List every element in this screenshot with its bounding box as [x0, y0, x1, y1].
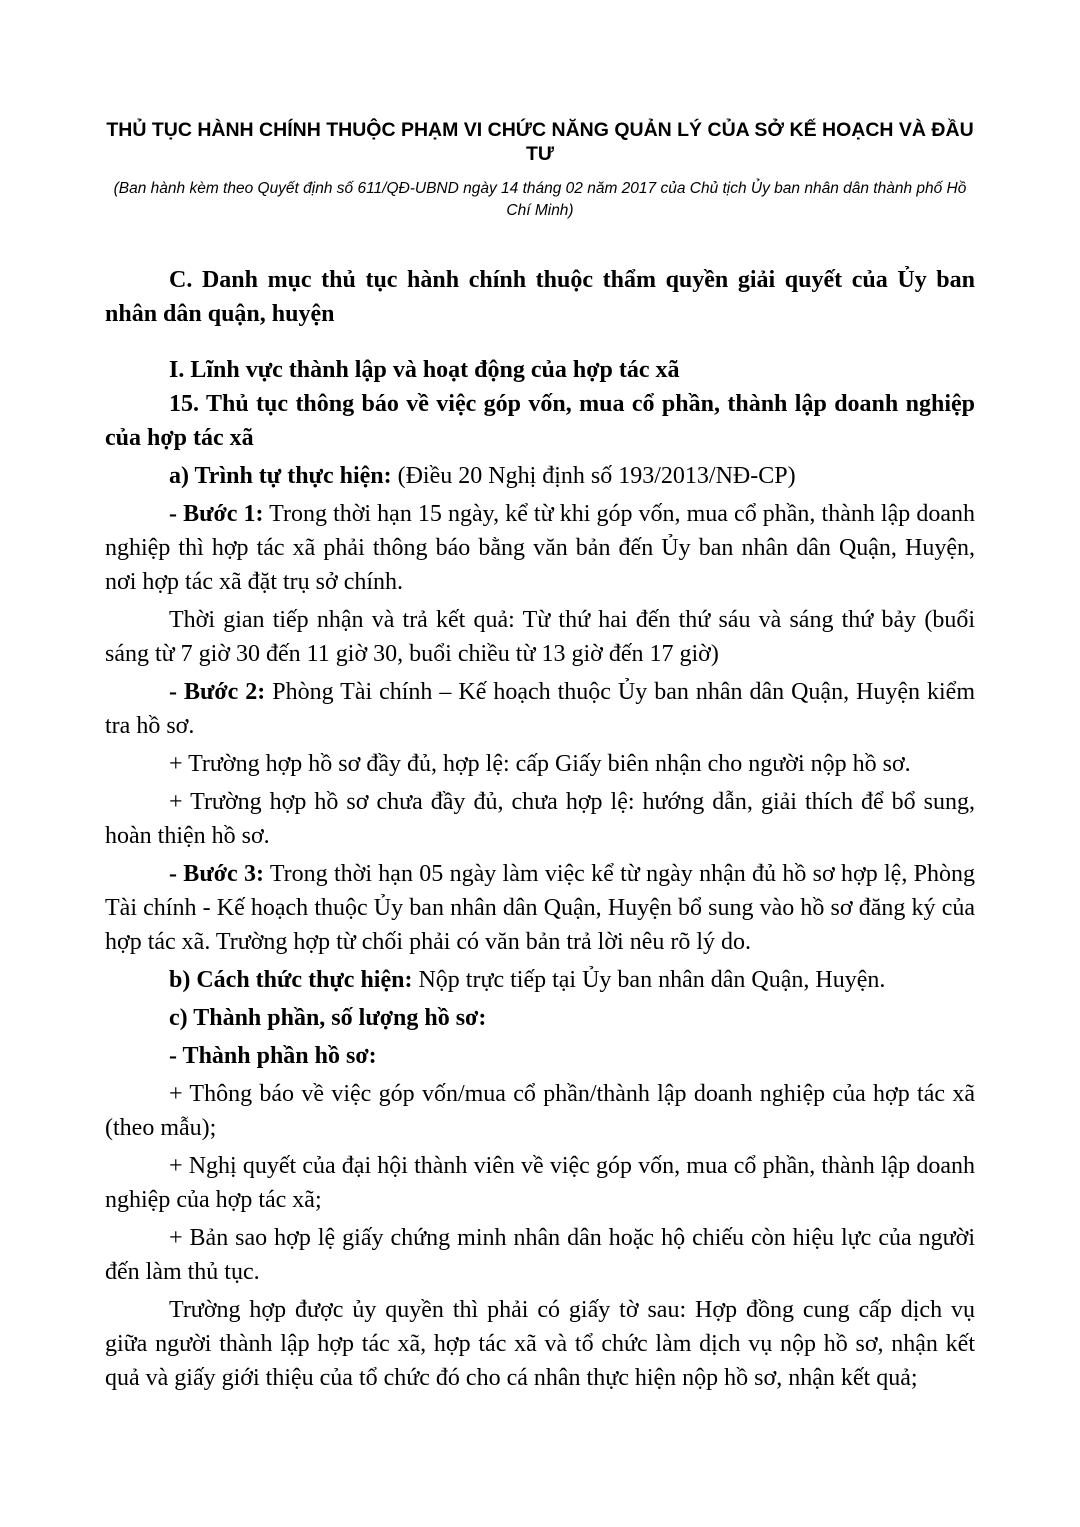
document-subtitle: (Ban hành kèm theo Quyết định số 611/QĐ-UBND ngày 14 tháng 02 năm 2017 của Chủ tịch Ủy ban nhân dân thành phố Hồ Chí Minh)	[113, 180, 967, 219]
paragraph-step3	[105, 857, 975, 959]
text-a: (Điều 20 Nghị định số 193/2013/NĐ-CP)	[391, 463, 796, 489]
label-b: b) Cách thức thực hiện:	[169, 967, 413, 993]
label-a: a) Trình tự thực hiện:	[169, 463, 392, 489]
document-body	[105, 353, 975, 1395]
text-step3: Trong thời hạn 05 ngày làm việc kể từ ngày nhận đủ hồ sơ hợp lệ, Phòng Tài chính - Kế hoạch thuộc Ủy ban nhân dân Quận, Huyện bổ sung vào hồ sơ đăng ký của hợp tác xã. Trường hợp từ chối phải có văn bản trả lời nêu rõ lý do.	[105, 861, 975, 955]
paragraph-case1: + Trường hợp hồ sơ đầy đủ, hợp lệ: cấp Giấy biên nhận cho người nộp hồ sơ.	[169, 751, 911, 777]
paragraph-time: Thời gian tiếp nhận và trả kết quả: Từ thứ hai đến thứ sáu và sáng thứ bảy (buổi sáng từ 7 giờ 30 đến 11 giờ 30, buổi chiều từ 13 giờ đến 17 giờ)	[105, 607, 975, 667]
paragraph-case2: + Trường hợp hồ sơ chưa đầy đủ, chưa hợp lệ: hướng dẫn, giải thích để bổ sung, hoàn thiện hồ sơ.	[105, 789, 975, 849]
paragraph-c: c) Thành phần, số lượng hồ sơ:	[169, 1005, 487, 1031]
paragraph-doc1: + Thông báo về việc góp vốn/mua cổ phần/thành lập doanh nghiệp của hợp tác xã (theo mẫu);	[105, 1081, 975, 1141]
paragraph-components: - Thành phần hồ sơ:	[169, 1043, 377, 1069]
label-step3: - Bước 3:	[169, 861, 264, 887]
paragraph-authorized: Trường hợp được ủy quyền thì phải có giấy tờ sau: Hợp đồng cung cấp dịch vụ giữa người thành lập hợp tác xã, hợp tác xã và tổ chức làm dịch vụ nộp hồ sơ, nhận kết quả và giấy giới thiệu của tổ chức đó cho cá nhân thực hiện nộp hồ sơ, nhận kết quả;	[105, 1297, 975, 1391]
text-step1: Trong thời hạn 15 ngày, kể từ khi góp vốn, mua cổ phần, thành lập doanh nghiệp thì hợp tác xã phải thông báo bằng văn bản đến Ủy ban nhân dân Quận, Huyện, nơi hợp tác xã đặt trụ sở chính.	[105, 501, 975, 595]
text-b: Nộp trực tiếp tại Ủy ban nhân dân Quận, Huyện.	[412, 967, 886, 993]
field-heading: I. Lĩnh vực thành lập và hoạt động của hợp tác xã	[169, 357, 680, 383]
label-step1: - Bước 1:	[169, 501, 264, 527]
text-step2: Phòng Tài chính – Kế hoạch thuộc Ủy ban nhân dân Quận, Huyện kiểm tra hồ sơ.	[105, 679, 975, 739]
paragraph-step2	[105, 675, 975, 743]
paragraph-step1	[105, 497, 975, 599]
procedure-heading: 15. Thủ tục thông báo về việc góp vốn, mua cổ phần, thành lập doanh nghiệp của hợp tác xã	[105, 391, 975, 451]
section-c-text: C. Danh mục thủ tục hành chính thuộc thẩm quyền giải quyết của Ủy ban nhân dân quận, huyện	[105, 267, 975, 327]
document-title: THỦ TỤC HÀNH CHÍNH THUỘC PHẠM VI CHỨC NĂNG QUẢN LÝ CỦA SỞ KẾ HOẠCH VÀ ĐẦU TƯ	[106, 119, 974, 165]
paragraph-doc3: + Bản sao hợp lệ giấy chứng minh nhân dân hoặc hộ chiếu còn hiệu lực của người đến làm thủ tục.	[105, 1225, 975, 1285]
label-step2: - Bước 2:	[169, 679, 266, 705]
section-c-heading	[105, 263, 975, 331]
paragraph-a	[105, 459, 975, 493]
paragraph-doc2: + Nghị quyết của đại hội thành viên về việc góp vốn, mua cổ phần, thành lập doanh nghiệp của hợp tác xã;	[105, 1153, 975, 1213]
paragraph-b	[105, 963, 975, 997]
